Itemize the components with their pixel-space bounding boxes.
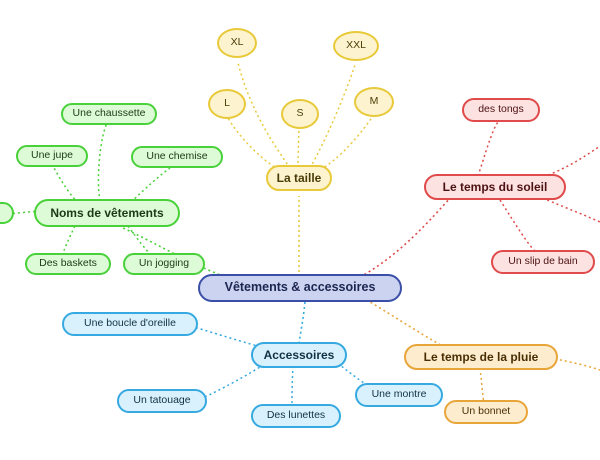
- branch-le-temps-de-la-pluie[interactable]: [404, 344, 558, 370]
- leaf-un-slip-de-bain[interactable]: [491, 250, 595, 274]
- root-node-label: Vêtements & accessoires: [224, 280, 376, 295]
- leaf-un-jogging[interactable]: [123, 253, 205, 275]
- leaf-label: Un bonnet: [461, 405, 511, 418]
- leaf-un-tatouage[interactable]: [117, 389, 207, 413]
- branch-label: La taille: [276, 170, 322, 185]
- branch-noms-de-vetements[interactable]: [34, 199, 180, 227]
- leaf-une-montre[interactable]: [355, 383, 443, 407]
- leaf-tte[interactable]: [0, 202, 14, 224]
- leaf-label: des tongs: [478, 103, 524, 116]
- leaf-une-chaussette[interactable]: [61, 103, 157, 125]
- leaf-label: Une chaussette: [72, 107, 146, 120]
- leaf-une-jupe[interactable]: [16, 145, 88, 167]
- leaf-label: XXL: [346, 39, 366, 52]
- leaf-xl[interactable]: [217, 28, 257, 58]
- leaf-des-tongs[interactable]: [462, 98, 540, 122]
- leaf-label: XL: [230, 36, 244, 49]
- leaf-label: M: [369, 95, 379, 108]
- leaf-des-baskets[interactable]: [25, 253, 111, 275]
- leaf-label: Une jupe: [30, 149, 74, 162]
- leaf-label: S: [296, 107, 304, 120]
- leaf-des-lunettes[interactable]: [251, 404, 341, 428]
- leaf-s[interactable]: [281, 99, 319, 129]
- branch-accessoires[interactable]: [251, 342, 347, 368]
- leaf-label: Une montre: [371, 388, 427, 401]
- leaf-label: Des lunettes: [266, 409, 326, 422]
- leaf-label: Une chemise: [146, 150, 208, 163]
- leaf-label: Un tatouage: [133, 394, 191, 407]
- root-node[interactable]: [198, 274, 402, 302]
- branch-label: Le temps de la pluie: [423, 349, 539, 364]
- leaf-l[interactable]: [208, 89, 246, 119]
- branch-label: Accessoires: [263, 347, 335, 362]
- branch-label: Noms de vêtements: [50, 205, 164, 220]
- leaf-label: Un slip de bain: [508, 255, 578, 268]
- leaf-m[interactable]: [354, 87, 394, 117]
- leaf-label: Des baskets: [39, 257, 97, 270]
- leaf-xxl[interactable]: [333, 31, 379, 61]
- leaf-un-bonnet[interactable]: [444, 400, 528, 424]
- leaf-label: Une boucle d'oreille: [84, 317, 176, 330]
- branch-la-taille[interactable]: [266, 165, 332, 191]
- leaf-label: Un jogging: [138, 257, 190, 270]
- branch-le-temps-du-soleil[interactable]: [424, 174, 566, 200]
- branch-label: Le temps du soleil: [442, 179, 548, 194]
- leaf-label: L: [224, 97, 230, 110]
- leaf-une-chemise[interactable]: [131, 146, 223, 168]
- leaf-une-boucle-doreille[interactable]: [62, 312, 198, 336]
